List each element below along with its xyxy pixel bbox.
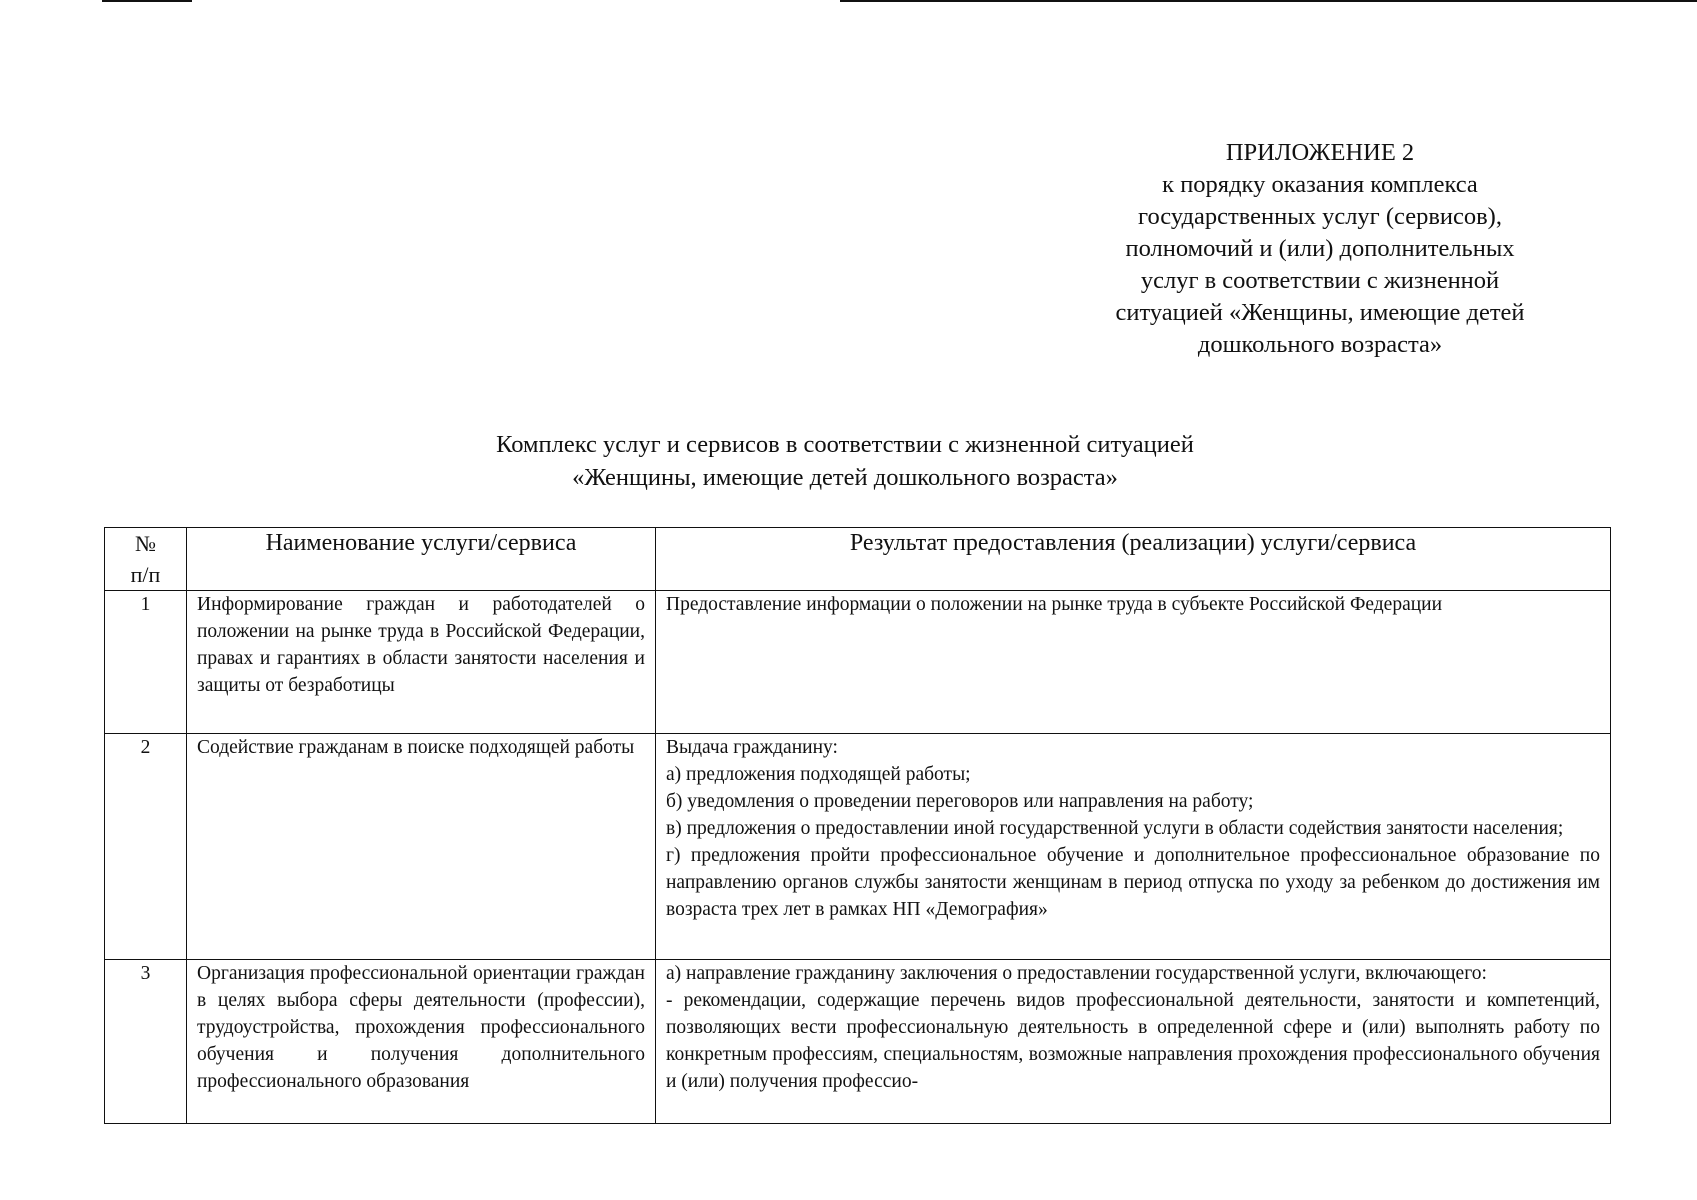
result-line: а) предложения подходящей работы; bbox=[666, 764, 971, 785]
table-row bbox=[105, 591, 1611, 734]
result-line: а) направление гражданину заключения о предоставлении государственной услуги, включающего: bbox=[666, 963, 1487, 984]
row-number: 3 bbox=[105, 960, 187, 1124]
document-title-line-1: Комплекс услуг и сервисов в соответствии с жизненной ситуацией bbox=[496, 431, 1194, 458]
result-line: Предоставление информации о положении на рынке труда в субъекте Российской Федерации bbox=[666, 594, 1443, 615]
service-name: Содействие гражданам в поиске подходящей работы bbox=[187, 734, 656, 960]
result-line: б) уведомления о проведении переговоров или направления на работу; bbox=[666, 791, 1254, 812]
scan-edge-line-left bbox=[102, 0, 192, 2]
service-name: Организация профессиональной ориентации граждан в целях выбора сферы деятельности (профессии), трудоустройства, прохождения профессионального обучения и получения дополнительного профессионального образования bbox=[187, 960, 656, 1124]
appendix-heading bbox=[1080, 137, 1560, 361]
appendix-line: государственных услуг (сервисов), bbox=[1138, 203, 1502, 230]
header-number-abbr: п/п bbox=[130, 562, 161, 587]
appendix-line: дошкольного возраста» bbox=[1197, 331, 1443, 358]
document-title-line-2: «Женщины, имеющие детей дошкольного возраста» bbox=[572, 464, 1118, 491]
appendix-line: к порядку оказания комплекса bbox=[1162, 171, 1478, 198]
table-row bbox=[105, 960, 1611, 1124]
result-line: г) предложения пройти профессиональное обучение и дополнительное профессиональное образование по направлению органов службы занятости женщинам в период отпуска по уходу за ребенком до достижения им возраста трех лет в рамках НП «Демография» bbox=[666, 845, 1600, 920]
service-name: Информирование граждан и работодателей о положении на рынке труда в Российской Федерации, правах и гарантиях в области занятости населения и защиты от безработицы bbox=[187, 591, 656, 734]
header-number bbox=[105, 528, 187, 591]
document-title bbox=[300, 428, 1390, 494]
appendix-line: услуг в соответствии с жизненной bbox=[1140, 267, 1500, 294]
scan-edge-line-right bbox=[840, 0, 1697, 2]
services-table bbox=[104, 527, 1611, 1124]
result-line: - рекомендации, содержащие перечень видов профессиональной деятельности, занятости и компетенций, позволяющих вести профессиональную деятельность в определенной сфере и (или) выполнять работу по конкретным профессиям, специальностям, возможные направления прохождения профессионального обучения и (или) получения профессио- bbox=[666, 990, 1600, 1092]
header-service-name: Наименование услуги/сервиса bbox=[187, 528, 656, 591]
header-service-result: Результат предоставления (реализации) услуги/сервиса bbox=[656, 528, 1611, 591]
appendix-line: ПРИЛОЖЕНИЕ 2 bbox=[1225, 139, 1415, 166]
table-header-row bbox=[105, 528, 1611, 591]
service-result bbox=[656, 960, 1611, 1124]
appendix-line: полномочий и (или) дополнительных bbox=[1125, 235, 1515, 262]
table-row bbox=[105, 734, 1611, 960]
row-number: 1 bbox=[105, 591, 187, 734]
result-line: в) предложения о предоставлении иной государственной услуги в области содействия занятости населения; bbox=[666, 818, 1564, 839]
service-result bbox=[656, 734, 1611, 960]
appendix-line: ситуацией «Женщины, имеющие детей bbox=[1115, 299, 1525, 326]
result-line: Выдача гражданину: bbox=[666, 737, 838, 758]
header-number-symbol: № bbox=[135, 531, 156, 556]
service-result bbox=[656, 591, 1611, 734]
row-number: 2 bbox=[105, 734, 187, 960]
